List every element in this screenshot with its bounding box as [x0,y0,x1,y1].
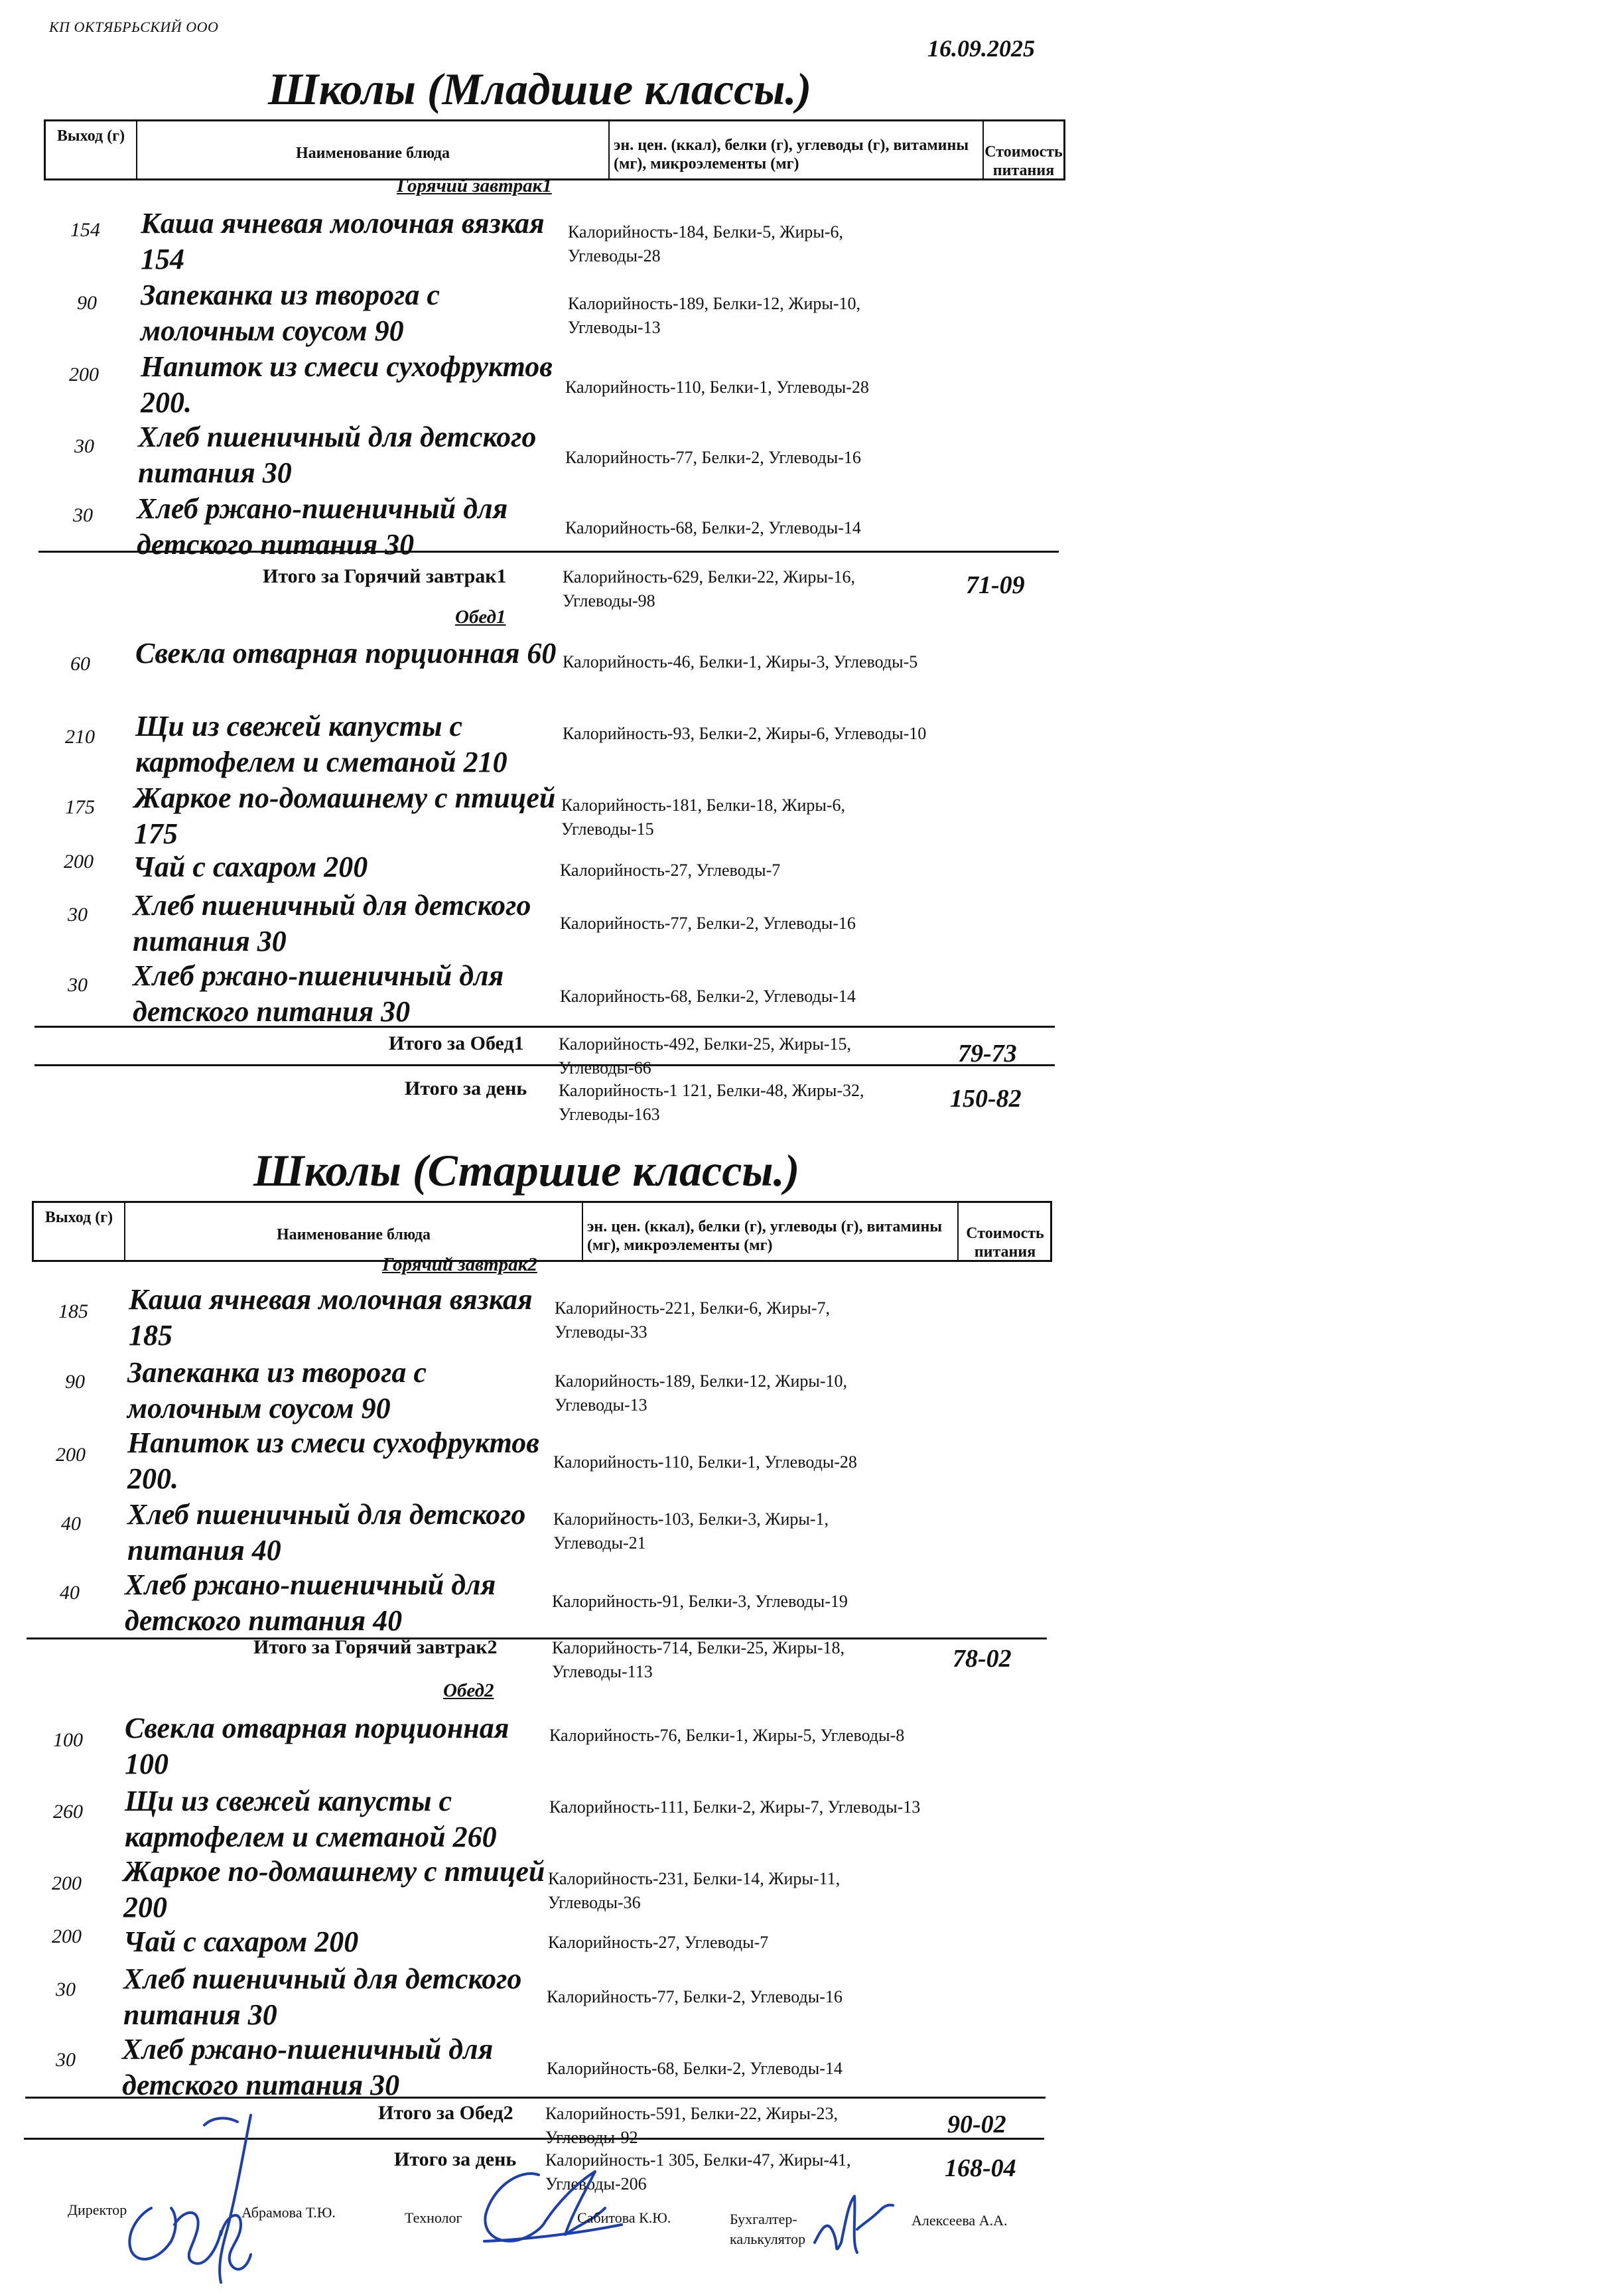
col-name-header: Наименование блюда [125,1203,583,1260]
director-signature [111,2109,284,2288]
section-title-junior: Школы (Младшие классы.) [268,64,812,114]
divider [34,1064,1055,1066]
document-date: 16.09.2025 [927,35,1035,62]
director-role: Директор [68,2201,127,2218]
meal-title: Горячий завтрак1 [397,175,552,196]
director-name: Абрамова Т.Ю. [241,2204,336,2221]
table-header-senior [32,1201,1052,1262]
technologist-role: Технолог [405,2209,462,2226]
meal-title: Обед2 [443,1680,494,1701]
technologist-signature [479,2162,632,2255]
col-name-header: Наименование блюда [137,121,610,178]
company-name: КП ОКТЯБРЬСКИЙ ООО [49,19,219,35]
col-nutrition-header: эн. цен. (ккал), белки (г), углеводы (г), витамины (мг), микроэлементы (мг) [583,1203,959,1260]
col-cost-header: Стоимость питания [984,143,1063,178]
section-title-senior: Школы (Старшие классы.) [253,1145,800,1196]
accountant-signature [808,2189,901,2262]
col-output-header: Выход (г) [34,1203,125,1260]
meal-title: Горячий завтрак2 [382,1254,537,1275]
col-nutrition-header: эн. цен. (ккал), белки (г), углеводы (г), витамины (мг), микроэлементы (мг) [610,121,984,178]
divider [25,2097,1046,2099]
divider [38,551,1059,553]
accountant-role: Бухгалтер-калькулятор [730,2211,806,2247]
accountant-name: Алексеева А.А. [912,2212,1008,2229]
meal-title: Обед1 [455,606,506,628]
technologist-name: Сабитова К.Ю. [577,2209,671,2226]
table-header-junior [44,119,1065,180]
col-output-header: Выход (г) [46,121,137,178]
col-cost-header: Стоимость питания [966,1225,1044,1260]
divider [34,1026,1055,1028]
